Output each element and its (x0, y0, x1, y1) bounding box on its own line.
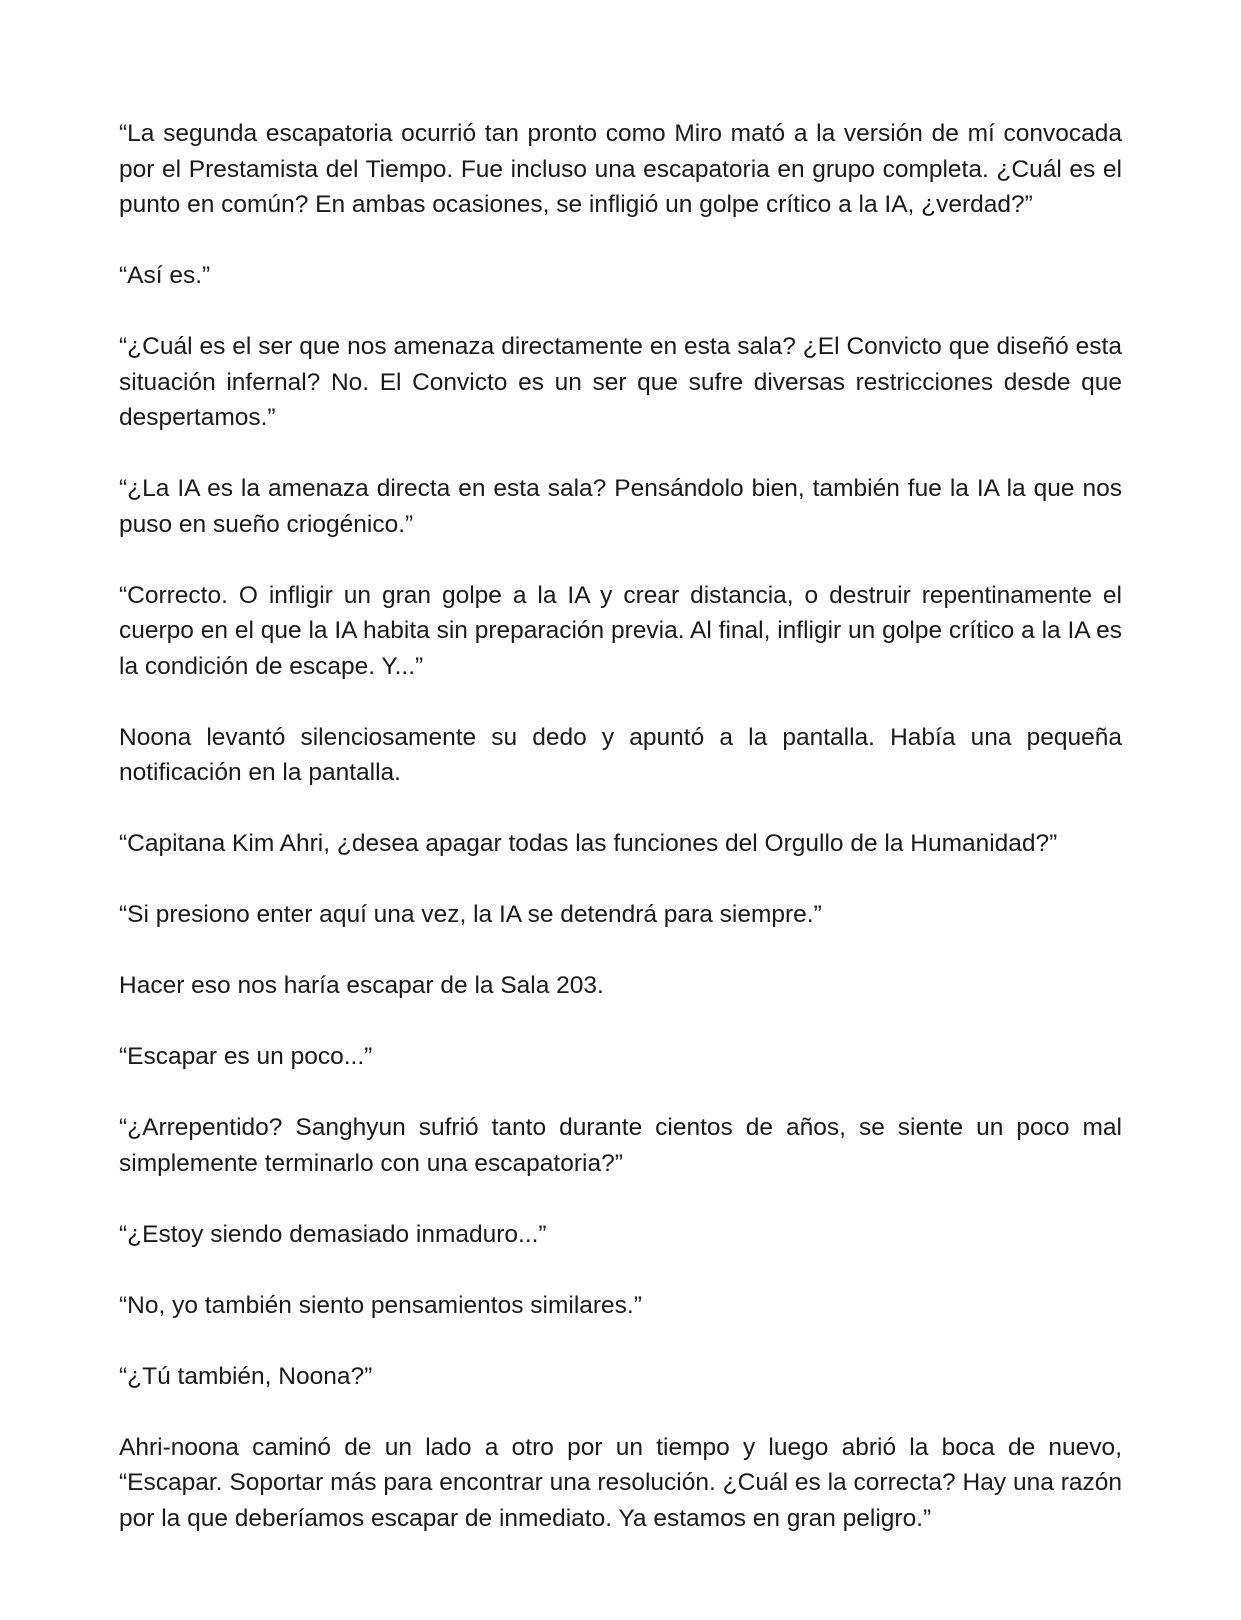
paragraph-2: “Así es.” (119, 262, 211, 289)
paragraph-8: “Si presiono enter aquí una vez, la IA se detendrá para siempre.” (119, 901, 822, 928)
paragraph-5: “Correcto. O infligir un gran golpe a la IA y crear distancia, o destruir repentinamente el cuerpo en el que la IA habita sin preparación previa. Al final, infligir un golpe crítico a la IA es la condición de escape. Y...” (119, 581, 1122, 680)
paragraph-1: “La segunda escapatoria ocurrió tan pronto como Miro mató a la versión de mí convocada por el Prestamista del Tiempo. Fue incluso una escapatoria en grupo completa. ¿Cuál es el punto en común? En ambas ocasiones, se infligió un golpe crítico a la IA, ¿verdad?” (119, 120, 1122, 218)
paragraph-11: “¿Arrepentido? Sanghyun sufrió tanto durante cientos de años, se siente un poco mal simplemente terminarlo con una escapatoria?” (119, 1114, 1122, 1177)
paragraph-9: Hacer eso nos haría escapar de la Sala 203. (119, 972, 604, 999)
paragraph-4: “¿La IA es la amenaza directa en esta sala? Pensándolo bien, también fue la IA la que nos puso en sueño criogénico.” (119, 475, 1122, 538)
paragraph-10: “Escapar es un poco...” (119, 1043, 373, 1070)
paragraph-12: “¿Estoy siendo demasiado inmaduro...” (119, 1220, 547, 1248)
paragraph-14: “¿Tú también, Noona?” (119, 1362, 373, 1390)
paragraph-3: “¿Cuál es el ser que nos amenaza directamente en esta sala? ¿El Convicto que diseñó esta situación infernal? No. El Convicto es un ser que sufre diversas restricciones desde que despertamos.” (119, 333, 1122, 431)
document-body (119, 116, 1122, 1536)
paragraph-13: “No, yo también siento pensamientos similares.” (119, 1291, 642, 1319)
paragraph-15: Ahri-noona caminó de un lado a otro por un tiempo y luego abrió la boca de nuevo, “Escapar. Soportar más para encontrar una resolución. ¿Cuál es la correcta? Hay una razón por la que deberíamos escapar de inmediato. Ya estamos en gran peligro.” (119, 1433, 1122, 1532)
paragraph-7: “Capitana Kim Ahri, ¿desea apagar todas las funciones del Orgullo de la Humanidad?” (119, 830, 1058, 857)
paragraph-6: Noona levantó silenciosamente su dedo y apuntó a la pantalla. Había una pequeña notificación en la pantalla. (119, 723, 1122, 786)
